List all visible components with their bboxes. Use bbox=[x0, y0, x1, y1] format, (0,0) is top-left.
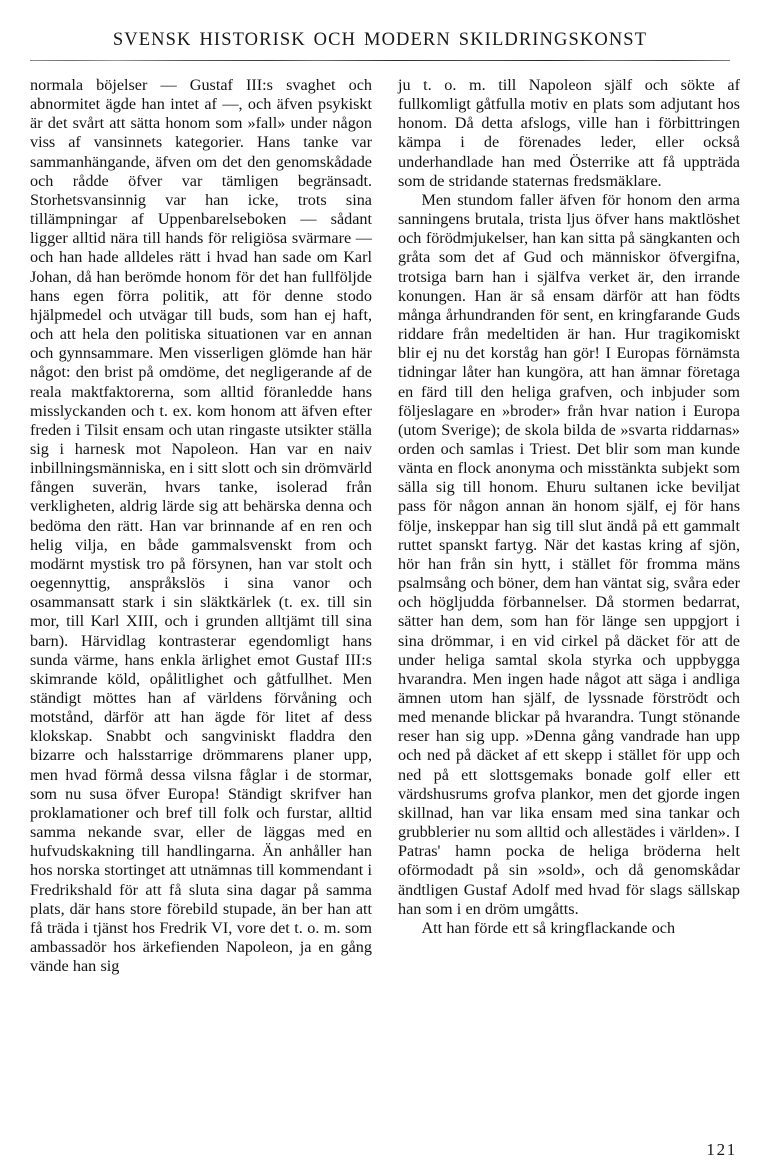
paragraph: Att han förde ett så kringflackande och bbox=[421, 918, 676, 937]
paragraph: normala böjelser — Gustaf III:s svaghet och abnormitet ägde han intet af —, och äfven psykiskt är det svårt att sätta honom som »fall» under någon viss af vansinnets kategorier. Hans tanke var sammanhängande, äfven om det den genomskådade och rådde öfver var tämligen begränsadt. Storhetsvansinnig var han icke, trots sina tillämpningar af Uppenbarelseboken — sådant ligger alltid nära till hands för religiösa svärmare — och han hade alldeles rätt i hvad han sade om Karl Johan, då han berömde honom för det han fullföljde hans egen förra politik, att för denne stodo hjälpmedel och utvägar till buds, som han ej haft, och att hela den politiska situationen var en annan och gynnsammare. Men visserligen glömde han här något: den brist på omdöme, det negligerande af de reala maktfaktorerna, som alltid föranledde hans misslyckanden och t. ex. kom honom att äfven efter freden i Tilsit ensam och utan ringaste utsikter ställa sig i harnesk mot Napoleon. Han var en naiv inbillningsmänniska, en i sitt slott och sin drömvärld fången suverän, hvars tanke, isolerad från verkligheten, aldrig lärde sig att behärska denna och bedöma den rätt. Han var brinnande af en ren och helig vilja, en både gammalsvenskt from och modärnt mystisk tro på försynen, han var stolt och oegennyttig, anspråkslös i sina vanor och osammansatt stark i sin släktkärlek (t. ex. till sin mor, till Karl XIII, och i grunden alltjämt till sina barn). Härvidlag kontrasterar egendomligt hans sunda värme, hans enkla ärlighet emot Gustaf III:s skimrande köld, opålitlighet och gåtfullhet. Men ständigt möttes han af världens förvåning och motstånd, därför att han ägde för litet af dess klokskap. Snabbt och sangviniskt fladdra den bizarre och halsstarrige drömmarens planer upp, men hvad förmå dessa vilsna fåglar i de stormar, som nu susa öfver Europa! Ständigt skrifver han proklamationer och bref till folk och furstar, alltid samma nekande svar, eller de läggas med en hufvudskakning till handlingarna. Än anhåller han hos norska stortinget att utnämnas till kommendant i Fredrikshald för att få sluta sina dagar på samma plats, där hans store förebild stupade, än ber han att få träda i tjänst hos Fredrik VI, vore det t. o. m. som ambassadör hos ärkefienden Napoleon, ja en gång vände han sig bbox=[30, 76, 372, 976]
page-number: 121 bbox=[706, 1140, 737, 1159]
column-right bbox=[398, 76, 740, 976]
paragraph: Men stundom faller äfven för honom den arma sanningens brutala, trista ljus öfver hans maktlöshet och förödmjukelser, han kan sitta på sängkanten och gråta som det af Gud och människor öfvergifna, trotsiga barn han i själfva verket är, den irrande konungen. Han är så ensam därför att han födts många århundranden för sent, en kringfarande Guds riddare från medeltiden är han. Hur tragikomiskt blir ej nu det korståg han gör! I Europas förnämsta tidningar låter han kungöra, att han ämnar företaga en färd till den heliga grafven, och inbjuder som följeslagare en »broder» från hvar nation i Europa (utom Sverige); de skola bilda de »svarta riddarnas» orden och samlas i Triest. Det blir som man kunde vänta en flock anonyma och misstänkta subjekt som sälla sig till honom. Ehuru sultanen icke beviljat pass för någon annan än honom själf, ej för hans följe, inskeppar han sig till slut ändå på ett gammalt ruttet spanskt fartyg. När det kastas kring af sjön, hör han från sin hytt, i stället för fromma mäns psalmsång och böner, dem han väntat sig, svåra eder och högljudda förbannelser. Då stormen bedarrat, sätter han dem, som han för länge sen uppgjort i sina drömmar, i en vid cirkel på däcket för att de under heliga samtal skola styrka och uppbygga hvarandra. Men ingen hade något att säga i andliga ämnen utom han själf, de lyssnade förströdt och med menande blickar på hvarandra. Tungt stönande reser han sig upp. »Denna gång vandrade han upp och ned på däcket af ett skepp i stället för upp och ned på ett slottsgemaks bonade golf eller ett värdshusrums grofva plankor, men det gjorde ingen skillnad, han var lika ensam med sina tankar och grubblerier nu som alltid och allestädes i världen». I Patras' hamn pocka de heliga bröderna helt oförmodadt på sin »sold», och då genomskådar ändtligen Gustaf Adolf med hvad för slags sällskap han som i en dröm umgåtts. bbox=[398, 190, 740, 918]
paragraph: ju t. o. m. till Napoleon själf och sökte af fullkomligt gåtfulla motiv en plats som adjutant hos honom. Då detta afslogs, ville han i förbittringen kämpa i de förenades leder, eller också underhandlade han med Österrike att få uppträda som de stridande staternas fredsmäklare. bbox=[398, 76, 740, 190]
header-rule bbox=[30, 60, 730, 61]
running-head bbox=[30, 30, 730, 56]
running-head-title: SVENSK HISTORISK OCH MODERN SKILDRINGSKONST bbox=[112, 30, 648, 50]
column-left bbox=[30, 76, 372, 976]
body-columns bbox=[30, 76, 738, 976]
